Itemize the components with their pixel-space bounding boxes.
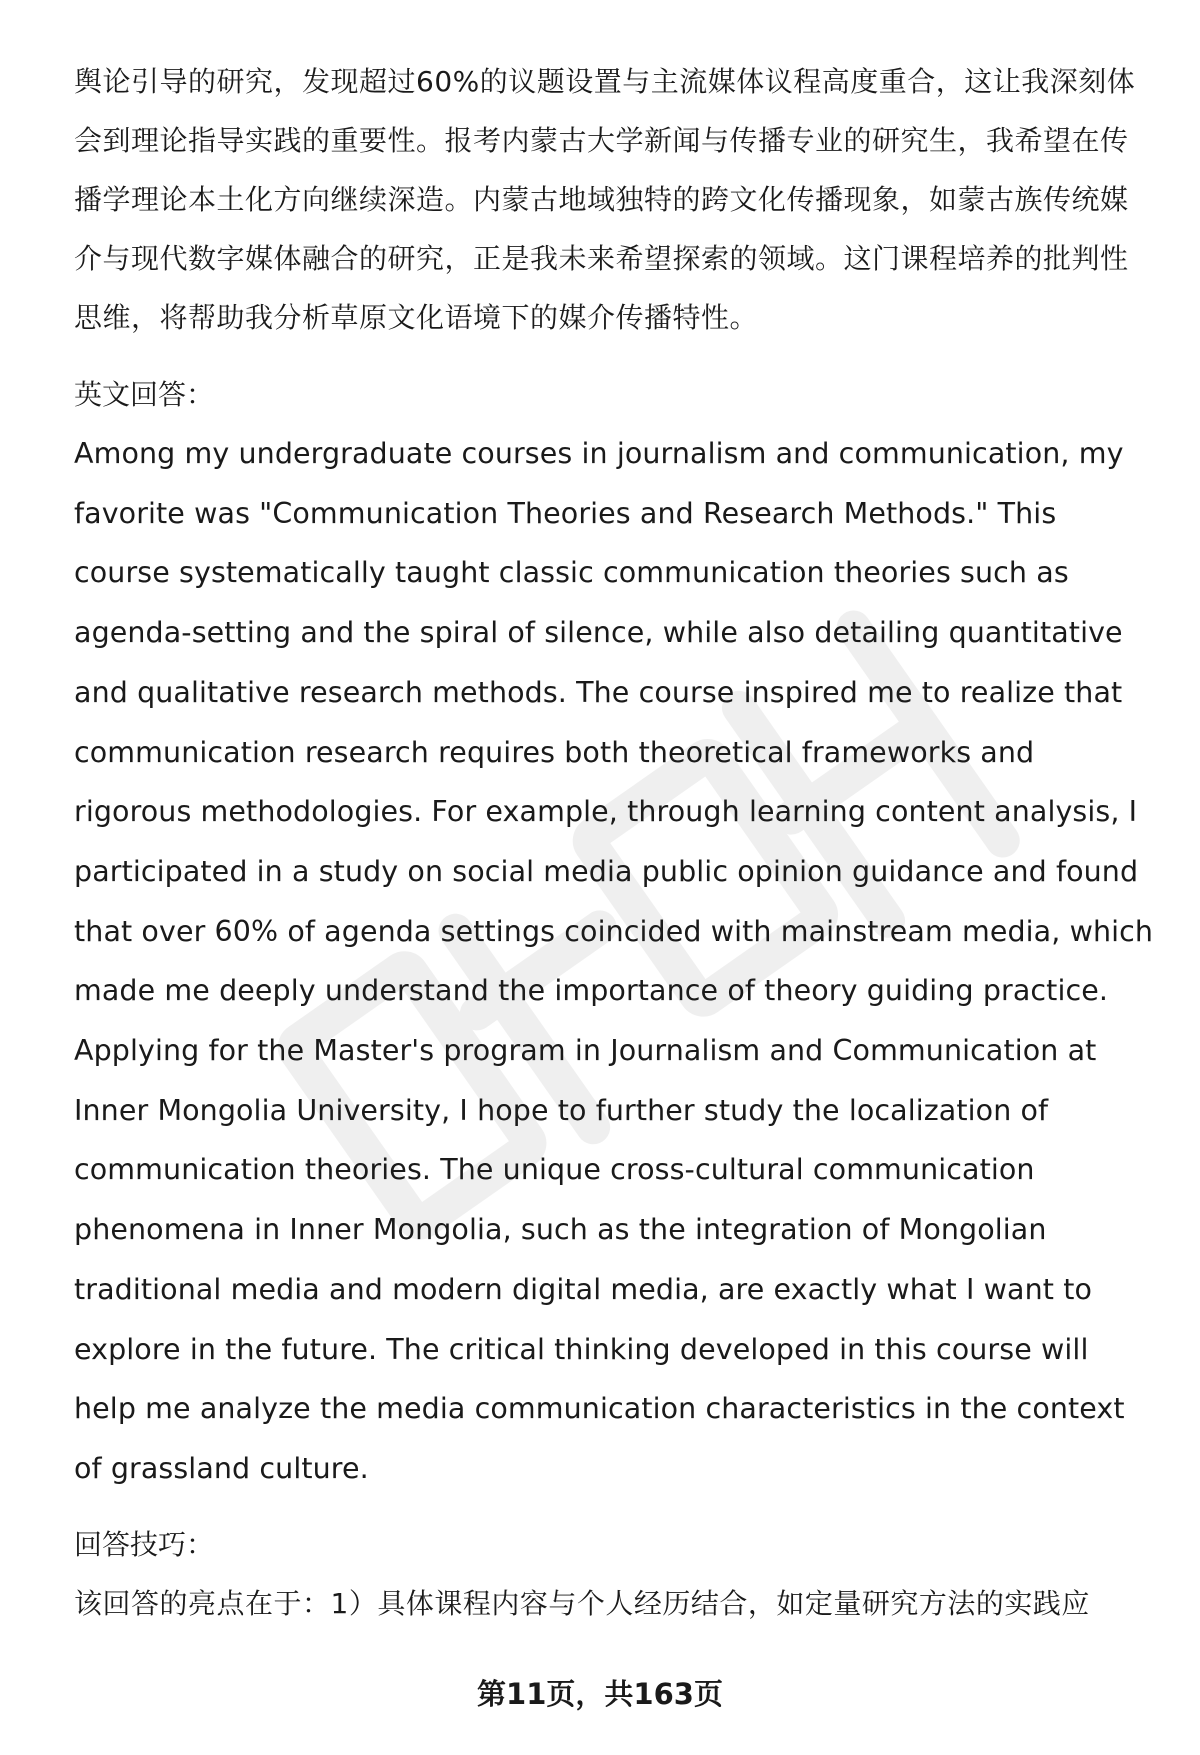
answer-tips-text: 该回答的亮点在于：1）具体课程内容与个人经历结合，如定量研究方法的实践应 [74,1586,1090,1620]
page-number-footer: 第11页，共163页 [477,1677,723,1711]
english-answer-label: 英文回答： [74,378,215,411]
chinese-answer-continuation: 舆论引导的研究，发现超过60%的议题设置与主流媒体议程高度重合，这让我深刻体会到理论指导实践的重要性。报考内蒙古大学新闻与传播专业的研究生，我希望在传播学理论本土化方向继续深造。内蒙古地域独特的跨文化传播现象，如蒙古族传统媒介与现代数字媒体融合的研究，正是我未来希望探索的领域。这门课程培养的批判性思维，将帮助我分析草原文化语境下的媒介传播特性。 [74,65,1136,334]
document-page [74,52,1154,1633]
answer-tips-label: 回答技巧： [74,1527,215,1561]
english-answer-text: Among my undergraduate courses in journalism and communication, my favorite was "Communication Theories and Research Methods." This course systematically taught classic communication theories such as agenda-setting and the spiral of silence, while also detailing quantitative and qualitative research methods. The course inspired me to realize that communication research requires both theoretical frameworks and rigorous methodologies. For example, through learning content analysis, I participated in a study on social media public opinion guidance and found that over 60% of agenda settings coincided with mainstream media, which made me deeply understand the importance of theory guiding practice. Applying for the Master's program in Journalism and Communication at Inner Mongolia University, I hope to further study the localization of communication theories. The unique cross-cultural communication phenomena in Inner Mongolia, such as the integration of Mongolian traditional media and modern digital media, are exactly what I want to explore in the future. The critical thinking developed in this course will help me analyze the media communication characteristics in the context of grassland culture. [74,437,1154,1485]
